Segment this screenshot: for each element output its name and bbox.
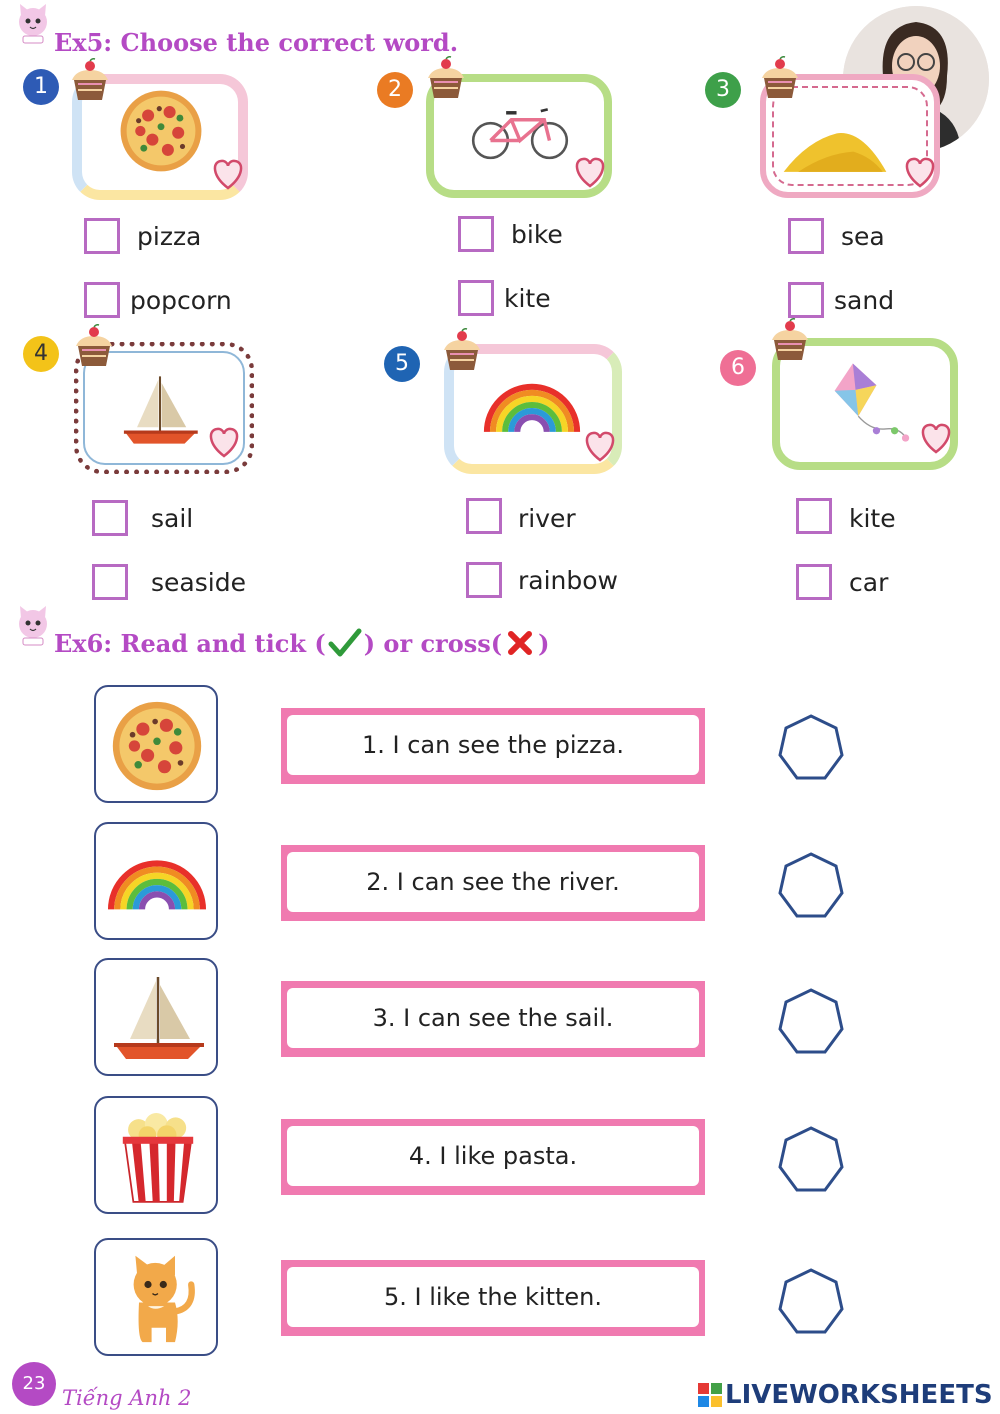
- cross-icon: [506, 629, 534, 657]
- checkbox-seaside[interactable]: [92, 564, 128, 600]
- row-picture-box: [94, 1238, 218, 1356]
- row-picture-box: [94, 822, 218, 940]
- checkbox-kite[interactable]: [458, 280, 494, 316]
- checkbox-sail[interactable]: [92, 500, 128, 536]
- sentence-box: [281, 1119, 705, 1195]
- checkbox-bike[interactable]: [458, 216, 494, 252]
- heart-icon: [210, 156, 246, 190]
- option-label: kite: [849, 504, 896, 533]
- sentence-text: 1. I can see the pizza.: [287, 715, 699, 775]
- answer-heptagon[interactable]: [775, 850, 847, 922]
- sail-picture: [108, 972, 208, 1064]
- item-number-badge: 4: [23, 336, 59, 372]
- sentence-box: [281, 981, 705, 1057]
- checkbox-car[interactable]: [796, 564, 832, 600]
- option-label: bike: [511, 220, 563, 249]
- bike-picture: [468, 100, 572, 162]
- heart-icon: [902, 154, 938, 188]
- checkbox-pizza[interactable]: [84, 218, 120, 254]
- option-label: sand: [834, 286, 895, 315]
- answer-heptagon[interactable]: [775, 1266, 847, 1338]
- checkbox-sea[interactable]: [788, 218, 824, 254]
- heart-icon: [918, 420, 954, 454]
- cupcake-icon: [68, 58, 112, 104]
- pizza-picture: [118, 88, 204, 174]
- row-picture-box: [94, 1096, 218, 1214]
- row-picture-box: [94, 685, 218, 803]
- checkbox-river[interactable]: [466, 498, 502, 534]
- ex5-title: Ex5: Choose the correct word.: [54, 28, 459, 57]
- option-label: kite: [504, 284, 551, 313]
- brand-text: LIVEWORKSHEETS: [725, 1380, 993, 1410]
- answer-heptagon[interactable]: [775, 1124, 847, 1196]
- checkbox-rainbow[interactable]: [466, 562, 502, 598]
- page-number-badge: 23: [12, 1362, 56, 1406]
- cat-mascot-icon: [12, 604, 54, 646]
- checkbox-kite[interactable]: [796, 498, 832, 534]
- option-label: pizza: [137, 222, 202, 251]
- ex6-title-part1: Ex6: Read and tick (: [54, 628, 326, 658]
- kitten-picture: [112, 1246, 202, 1350]
- cupcake-icon: [72, 324, 116, 370]
- sand-picture: [780, 120, 890, 176]
- rainbow-picture: [480, 374, 584, 436]
- item-number-badge: 2: [377, 72, 413, 108]
- checkbox-sand[interactable]: [788, 282, 824, 318]
- sail-picture: [119, 373, 201, 447]
- item-number-badge: 5: [384, 346, 420, 382]
- heart-icon: [582, 428, 618, 462]
- checkmark-icon: [328, 628, 362, 658]
- ex6-title-part3: ): [538, 628, 550, 658]
- item-number-badge: 3: [705, 72, 741, 108]
- item-number-badge: 6: [720, 350, 756, 386]
- ex6-title: [54, 628, 549, 658]
- sentence-text: 4. I like pasta.: [287, 1126, 699, 1186]
- item-number-badge: 1: [23, 69, 59, 105]
- kite-picture: [816, 358, 926, 458]
- liveworksheets-mark-icon: [698, 1383, 722, 1407]
- option-label: seaside: [151, 568, 246, 597]
- cupcake-icon: [758, 56, 802, 102]
- option-label: sail: [151, 504, 194, 533]
- sentence-box: [281, 1260, 705, 1336]
- heart-icon: [572, 154, 608, 188]
- book-title: Tiếng Anh 2: [62, 1386, 192, 1410]
- option-label: river: [518, 504, 576, 533]
- sentence-box: [281, 708, 705, 784]
- heart-icon: [206, 424, 242, 458]
- checkbox-popcorn[interactable]: [84, 282, 120, 318]
- cupcake-icon: [768, 318, 812, 364]
- option-label: popcorn: [130, 286, 232, 315]
- cupcake-icon: [440, 328, 484, 374]
- popcorn-picture: [114, 1104, 202, 1210]
- answer-heptagon[interactable]: [775, 712, 847, 784]
- ex6-title-part2: ) or cross(: [363, 628, 503, 658]
- pizza-picture: [110, 699, 204, 793]
- sentence-text: 3. I can see the sail.: [287, 988, 699, 1048]
- rainbow-picture: [104, 850, 210, 914]
- sentence-text: 5. I like the kitten.: [287, 1267, 699, 1327]
- option-label: sea: [841, 222, 885, 251]
- liveworksheets-logo: [698, 1380, 993, 1410]
- sentence-text: 2. I can see the river.: [287, 852, 699, 912]
- answer-heptagon[interactable]: [775, 986, 847, 1058]
- sentence-box: [281, 845, 705, 921]
- cat-mascot-icon: [12, 2, 54, 44]
- option-label: car: [849, 568, 889, 597]
- cupcake-icon: [424, 56, 468, 102]
- row-picture-box: [94, 958, 218, 1076]
- option-label: rainbow: [518, 566, 618, 595]
